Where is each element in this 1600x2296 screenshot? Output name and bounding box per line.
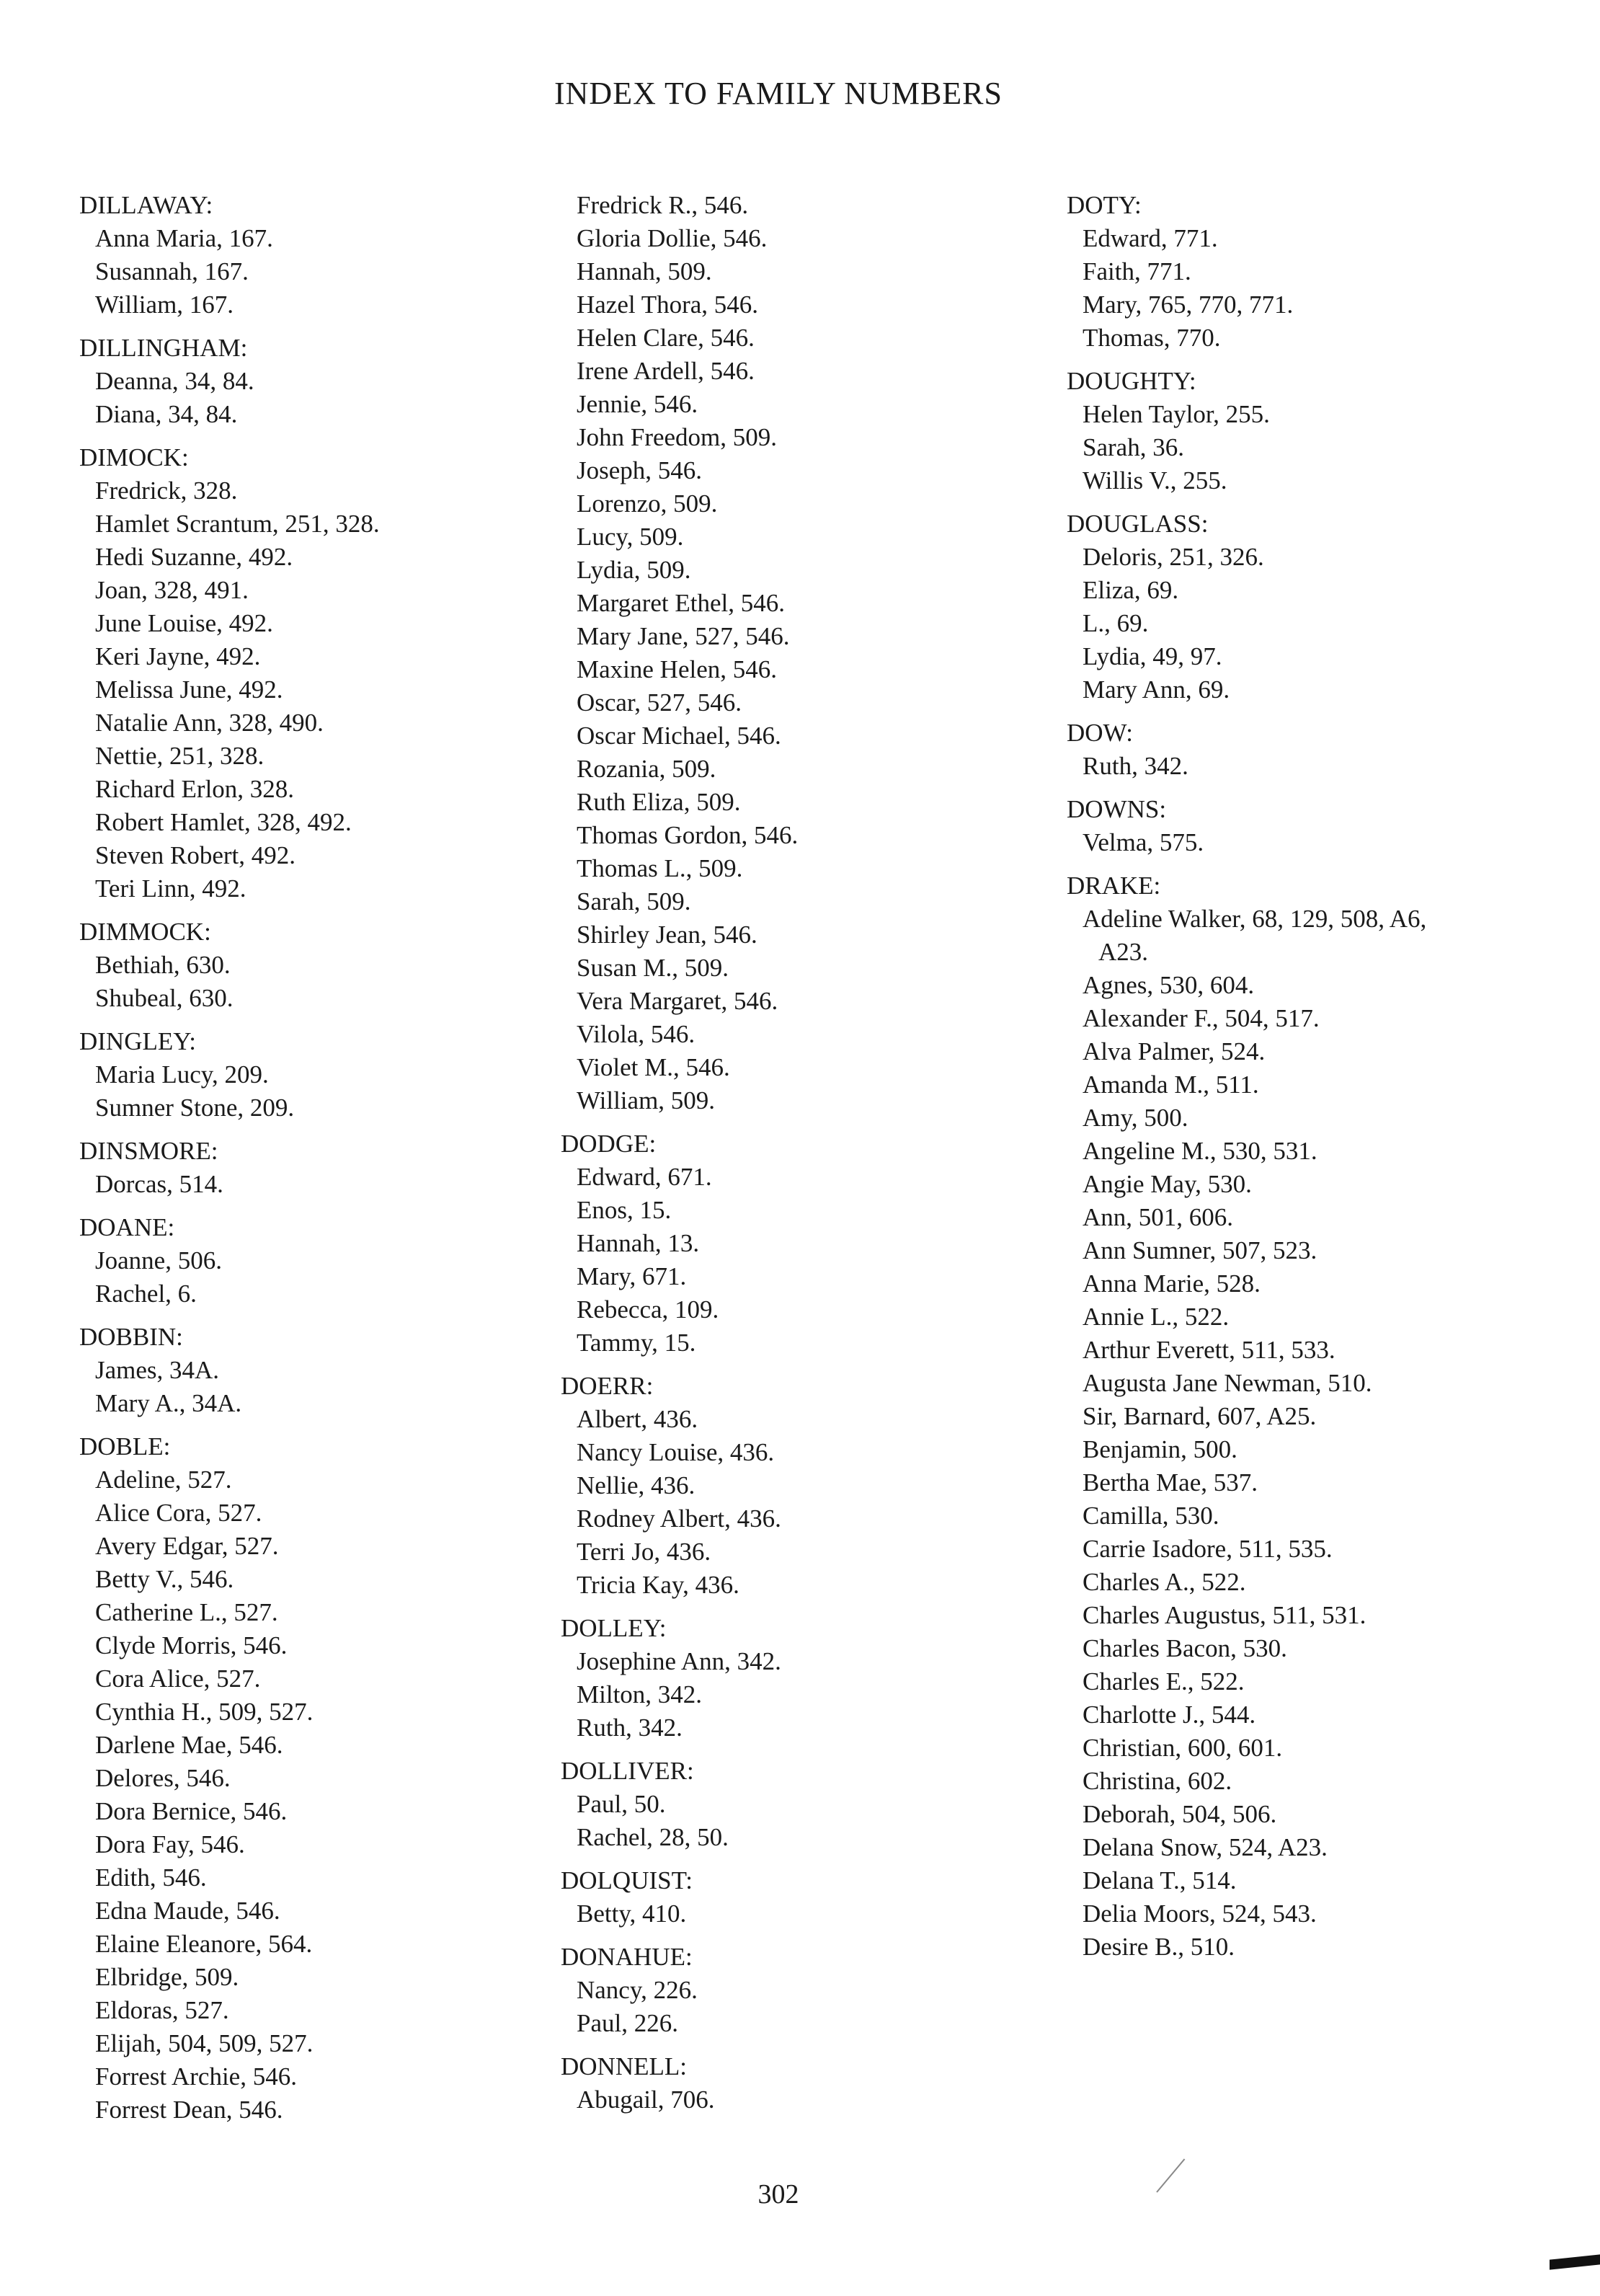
index-entry: Edith, 546.	[95, 1863, 207, 1892]
index-entry: June Louise, 492.	[95, 609, 273, 637]
index-entry: Paul, 226.	[577, 2009, 678, 2037]
index-entry: Dorcas, 514.	[95, 1170, 223, 1198]
surname-heading: DONNELL:	[561, 2052, 687, 2080]
index-entry: Nellie, 436.	[577, 1471, 695, 1499]
index-entry: Mary Jane, 527, 546.	[577, 622, 790, 650]
index-entry: Lydia, 509.	[577, 556, 691, 584]
index-entry: Tricia Kay, 436.	[577, 1571, 739, 1599]
index-entry: Dora Fay, 546.	[95, 1830, 245, 1858]
surname-heading: DOTY:	[1067, 191, 1142, 219]
index-entry: Enos, 15.	[577, 1196, 672, 1224]
index-entry: Elaine Eleanore, 564.	[95, 1930, 313, 1958]
index-entry: William, 509.	[577, 1086, 716, 1114]
index-column-3	[1067, 189, 1557, 1964]
index-entry: Alexander F., 504, 517.	[1083, 1004, 1320, 1032]
index-entry: Edna Maude, 546.	[95, 1897, 280, 1925]
index-entry: Eldoras, 527.	[95, 1996, 229, 2024]
index-entry: Violet M., 546.	[577, 1053, 730, 1081]
index-entry: Lorenzo, 509.	[577, 489, 718, 518]
index-entry: Catherine L., 527.	[95, 1598, 278, 1626]
index-entry: Gloria Dollie, 546.	[577, 224, 768, 252]
index-entry: Mary Ann, 69.	[1083, 675, 1230, 704]
index-entry: Sarah, 36.	[1083, 433, 1184, 461]
surname-heading: DOWNS:	[1067, 795, 1167, 823]
surname-heading: DOW:	[1067, 719, 1134, 747]
index-entry: Desire B., 510.	[1083, 1933, 1235, 1961]
index-entry: Dora Bernice, 546.	[95, 1797, 288, 1825]
index-entry: Sir, Barnard, 607, A25.	[1083, 1402, 1317, 1430]
index-entry: Willis V., 255.	[1083, 466, 1227, 495]
index-entry: Ruth Eliza, 509.	[577, 788, 741, 816]
index-entry: Maria Lucy, 209.	[95, 1060, 269, 1089]
index-entry: Elbridge, 509.	[95, 1963, 239, 1991]
index-entry: Bethiah, 630.	[95, 951, 231, 979]
surname-heading: DINGLEY:	[79, 1027, 197, 1055]
index-entry: Faith, 771.	[1083, 257, 1191, 285]
page-number: 302	[757, 2179, 799, 2209]
index-entry: Thomas Gordon, 546.	[577, 821, 799, 849]
index-entry: Edward, 771.	[1083, 224, 1218, 252]
index-entry: Joanne, 506.	[95, 1246, 222, 1275]
index-entry: Charles Augustus, 511, 531.	[1083, 1601, 1366, 1629]
index-entry: Cora Alice, 527.	[95, 1665, 261, 1693]
index-entry: Rebecca, 109.	[577, 1295, 719, 1324]
index-entry: Helen Taylor, 255.	[1083, 400, 1270, 428]
index-entry: Agnes, 530, 604.	[1083, 971, 1255, 999]
index-entry: Darlene Mae, 546.	[95, 1731, 283, 1759]
index-entry: Charles E., 522.	[1083, 1667, 1245, 1696]
index-entry: Charlotte J., 544.	[1083, 1701, 1256, 1729]
index-entry: Sarah, 509.	[577, 887, 691, 916]
index-entry: Amanda M., 511.	[1083, 1071, 1259, 1099]
index-entry: Amy, 500.	[1083, 1104, 1188, 1132]
index-entry: Terri Jo, 436.	[577, 1538, 711, 1566]
surname-heading: DOERR:	[561, 1372, 654, 1400]
index-entry: Natalie Ann, 328, 490.	[95, 709, 324, 737]
index-entry: Steven Robert, 492.	[95, 841, 296, 869]
index-entry: Mary, 765, 770, 771.	[1083, 291, 1294, 319]
index-entry: Mary A., 34A.	[95, 1389, 242, 1417]
index-entry: James, 34A.	[95, 1356, 220, 1384]
surname-heading: DOBBIN:	[79, 1323, 183, 1351]
index-entry: Fredrick, 328.	[95, 477, 238, 505]
index-entry: Christian, 600, 601.	[1083, 1734, 1283, 1762]
index-entry: Charles A., 522.	[1083, 1568, 1246, 1596]
surname-heading: DILLINGHAM:	[79, 334, 248, 362]
index-column-1	[79, 189, 541, 2127]
index-entry: Josephine Ann, 342.	[577, 1647, 781, 1675]
index-entry: Melissa June, 492.	[95, 675, 283, 704]
index-entry: Anna Marie, 528.	[1083, 1269, 1261, 1298]
surname-heading: DOLQUIST:	[561, 1866, 693, 1894]
surname-heading: DONAHUE:	[561, 1943, 693, 1971]
index-entry: Alva Palmer, 524.	[1083, 1037, 1266, 1065]
surname-heading: DOUGLASS:	[1067, 510, 1209, 538]
surname-heading: DOLLEY:	[561, 1614, 667, 1642]
index-entry: Mary, 671.	[577, 1262, 687, 1290]
index-entry: Cynthia H., 509, 527.	[95, 1698, 314, 1726]
page-title: INDEX TO FAMILY NUMBERS	[554, 76, 1003, 111]
index-entry: Susannah, 167.	[95, 257, 249, 285]
index-entry: William, 167.	[95, 291, 234, 319]
index-entry: Carrie Isadore, 511, 535.	[1083, 1535, 1333, 1563]
index-entry: Angie May, 530.	[1083, 1170, 1252, 1198]
index-entry: Delana Snow, 524, A23.	[1083, 1833, 1328, 1861]
index-entry: Diana, 34, 84.	[95, 400, 238, 428]
index-entry: Oscar Michael, 546.	[577, 722, 781, 750]
index-entry: Jennie, 546.	[577, 390, 698, 418]
index-entry: Angeline M., 530, 531.	[1083, 1137, 1317, 1165]
index-entry: Annie L., 522.	[1083, 1303, 1230, 1331]
index-entry: Helen Clare, 546.	[577, 324, 755, 352]
index-entry: Benjamin, 500.	[1083, 1435, 1237, 1463]
index-entry: John Freedom, 509.	[577, 423, 778, 451]
surname-heading: DOLLIVER:	[561, 1757, 694, 1785]
index-entry: Edward, 671.	[577, 1163, 712, 1191]
index-entry: Augusta Jane Newman, 510.	[1083, 1369, 1372, 1397]
surname-heading: DINSMORE:	[79, 1137, 218, 1165]
index-entry: Rodney Albert, 436.	[577, 1504, 781, 1533]
index-entry: Teri Linn, 492.	[95, 874, 246, 903]
index-entry: Clyde Morris, 546.	[95, 1631, 288, 1659]
index-entry: Eliza, 69.	[1083, 576, 1179, 604]
index-entry: Irene Ardell, 546.	[577, 357, 755, 385]
index-entry: Nancy, 226.	[577, 1976, 698, 2004]
index-entry: Fredrick R., 546.	[577, 191, 749, 219]
index-entry: Rozania, 509.	[577, 755, 716, 783]
index-entry: Betty, 410.	[577, 1900, 687, 1928]
index-entry: Anna Maria, 167.	[95, 224, 273, 252]
index-entry: Avery Edgar, 527.	[95, 1532, 279, 1560]
page-corner-shadow	[1550, 2254, 1600, 2269]
surname-heading: DIMOCK:	[79, 443, 189, 471]
index-entry: Margaret Ethel, 546.	[577, 589, 785, 617]
index-entry: Rachel, 6.	[95, 1280, 197, 1308]
index-entry: Joan, 328, 491.	[95, 576, 249, 604]
index-entry: Arthur Everett, 511, 533.	[1083, 1336, 1335, 1364]
surname-heading: DOBLE:	[79, 1432, 171, 1461]
index-entry: Hamlet Scrantum, 251, 328.	[95, 510, 380, 538]
surname-heading: DRAKE:	[1067, 872, 1161, 900]
index-entry: Deanna, 34, 84.	[95, 367, 254, 395]
index-entry: Charles Bacon, 530.	[1083, 1634, 1287, 1662]
index-entry: Hedi Suzanne, 492.	[95, 543, 293, 571]
index-entry: Elijah, 504, 509, 527.	[95, 2029, 314, 2057]
index-entry: Nancy Louise, 436.	[577, 1438, 775, 1466]
index-entry: Ruth, 342.	[577, 1714, 683, 1742]
index-entry: Robert Hamlet, 328, 492.	[95, 808, 352, 836]
index-entry: Alice Cora, 527.	[95, 1499, 262, 1527]
index-entry: Milton, 342.	[577, 1680, 703, 1708]
index-entry: Shirley Jean, 546.	[577, 921, 757, 949]
index-entry: Hannah, 509.	[577, 257, 712, 285]
index-entry: Forrest Dean, 546.	[95, 2096, 283, 2124]
index-entry: Joseph, 546.	[577, 456, 703, 484]
index-entry: Forrest Archie, 546.	[95, 2062, 297, 2091]
index-entry: Thomas, 770.	[1083, 324, 1221, 352]
index-entry: Delana T., 514.	[1083, 1866, 1237, 1894]
index-entry: Shubeal, 630.	[95, 984, 234, 1012]
index-entry: Velma, 575.	[1083, 828, 1204, 856]
index-entry: Vilola, 546.	[577, 1020, 695, 1048]
index-entry: Hazel Thora, 546.	[577, 291, 759, 319]
index-entry: L., 69.	[1083, 609, 1149, 637]
index-entry: Ann, 501, 606.	[1083, 1203, 1234, 1231]
surname-heading: DIMMOCK:	[79, 918, 211, 946]
index-entry: Sumner Stone, 209.	[95, 1094, 295, 1122]
index-entry: Deborah, 504, 506.	[1083, 1800, 1277, 1828]
index-entry: Bertha Mae, 537.	[1083, 1468, 1258, 1497]
index-entry: Nettie, 251, 328.	[95, 742, 265, 770]
index-entry: Maxine Helen, 546.	[577, 655, 777, 683]
index-entry: Albert, 436.	[577, 1405, 698, 1433]
index-entry: Lydia, 49, 97.	[1083, 642, 1222, 670]
surname-heading: DILLAWAY:	[79, 191, 213, 219]
index-entry: Lucy, 509.	[577, 523, 684, 551]
index-entry: Adeline, 527.	[95, 1466, 232, 1494]
index-entry: Delia Moors, 524, 543.	[1083, 1900, 1317, 1928]
index-entry: Oscar, 527, 546.	[577, 688, 742, 717]
index-entry: Hannah, 13.	[577, 1229, 700, 1257]
index-entry: Thomas L., 509.	[577, 854, 743, 882]
index-entry: Richard Erlon, 328.	[95, 775, 295, 803]
index-entry: A23.	[1098, 938, 1149, 966]
index-entry: Camilla, 530.	[1083, 1502, 1219, 1530]
index-entry: Keri Jayne, 492.	[95, 642, 261, 670]
index-entry: Adeline Walker, 68, 129, 508, A6,	[1083, 905, 1427, 933]
index-entry: Ruth, 342.	[1083, 752, 1188, 780]
index-entry: Ann Sumner, 507, 523.	[1083, 1236, 1317, 1264]
index-entry: Tammy, 15.	[577, 1329, 696, 1357]
surname-heading: DOANE:	[79, 1213, 175, 1241]
index-entry: Deloris, 251, 326.	[1083, 543, 1264, 571]
index-entry: Rachel, 28, 50.	[577, 1823, 729, 1851]
surname-heading: DOUGHTY:	[1067, 367, 1196, 395]
index-entry: Paul, 50.	[577, 1790, 666, 1818]
index-entry: Christina, 602.	[1083, 1767, 1232, 1795]
index-entry: Susan M., 509.	[577, 954, 729, 982]
surname-heading: DODGE:	[561, 1130, 657, 1158]
index-entry: Vera Margaret, 546.	[577, 987, 778, 1015]
index-column-2	[561, 189, 1036, 2117]
index-entry: Delores, 546.	[95, 1764, 231, 1792]
index-entry: Betty V., 546.	[95, 1565, 234, 1593]
index-entry: Abugail, 706.	[577, 2086, 715, 2114]
